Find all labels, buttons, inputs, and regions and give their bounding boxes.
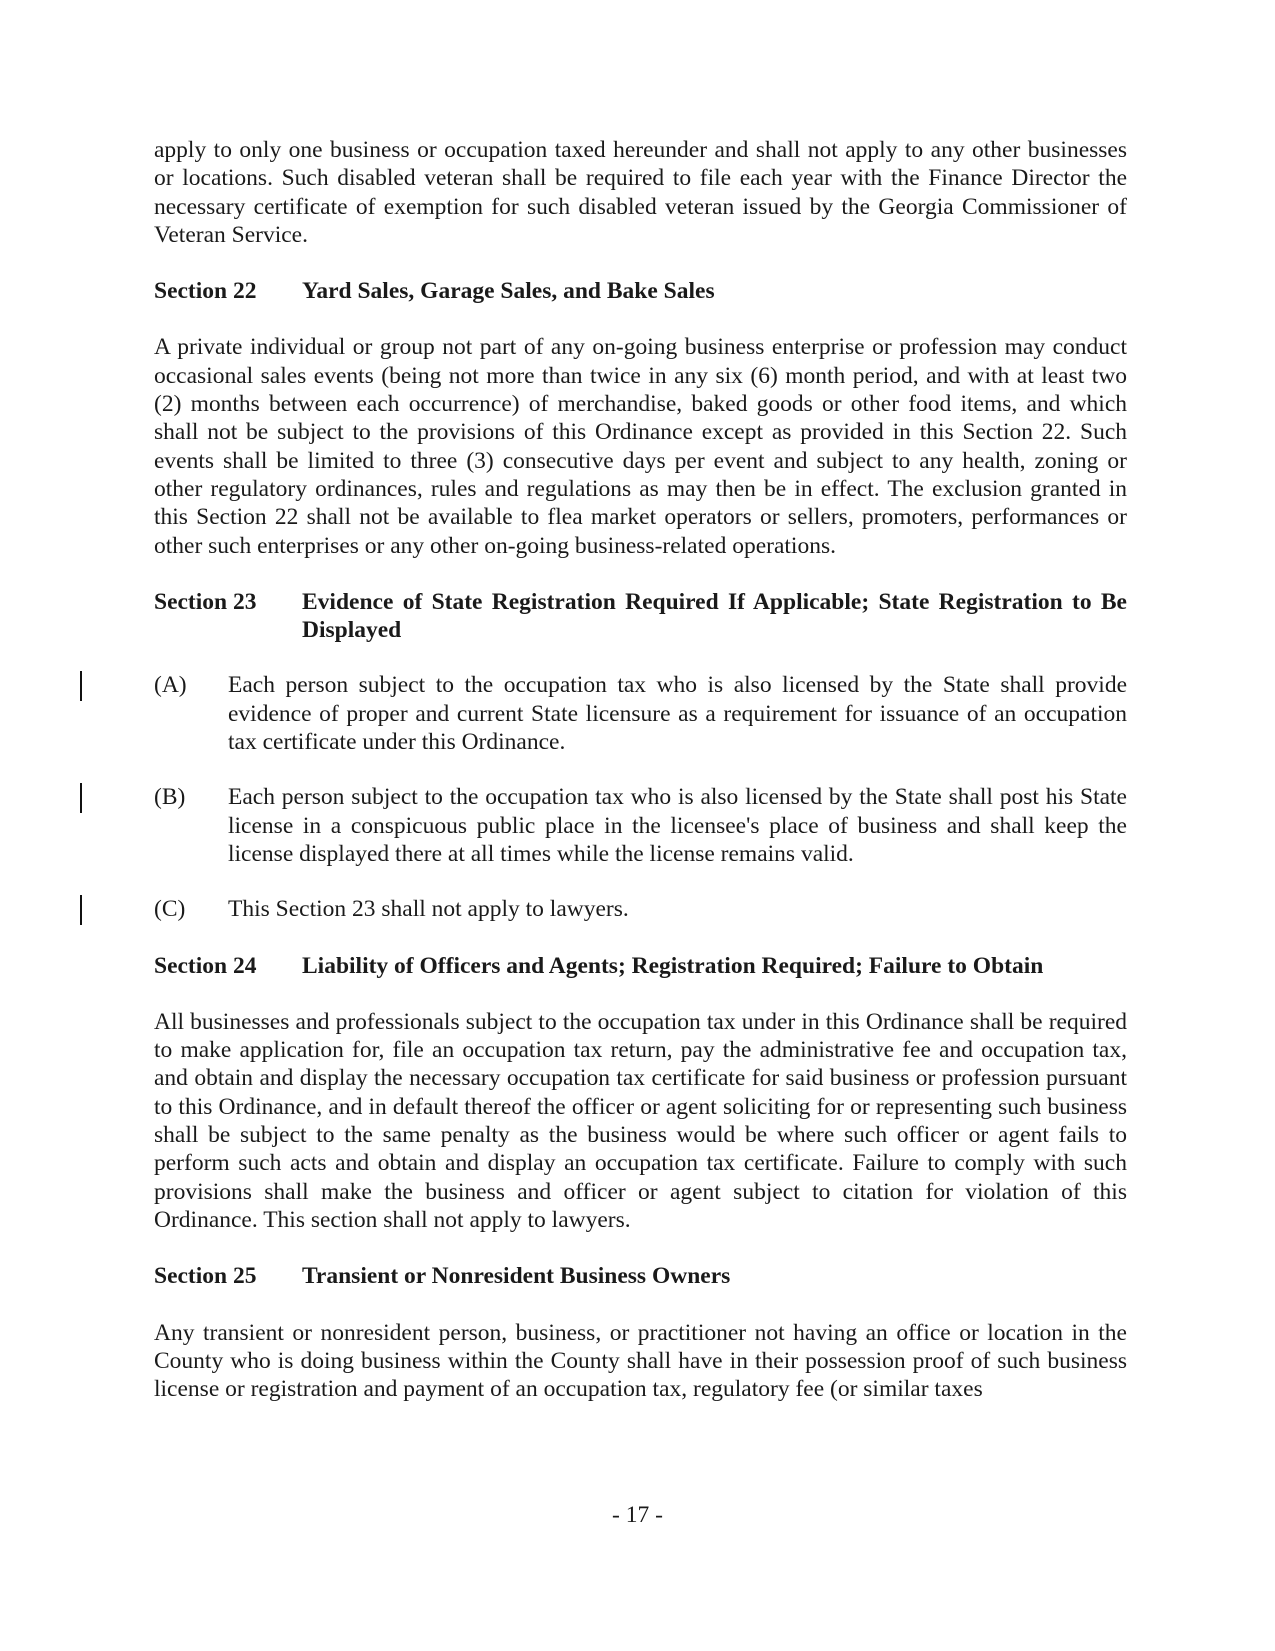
section-24-body: All businesses and professionals subject to the occupation tax under in this Ordinance shall be required to make application for, file an occupation tax return, pay the administrative fee and occupation tax, and obtain and display the necessary occupation tax certificate for said business or profession pursuant to this Ordinance, and in default thereof the officer or agent soliciting for or representing such business shall be subject to the same penalty as the business would be where such officer or agent fails to perform such acts and obtain and display an occupation tax certificate. Failure to comply with such provisions shall make the business and officer or agent subject to citation for violation of this Ordinance. This section shall not apply to lawyers.	[154, 1008, 1127, 1233]
section-25-number: Section 25	[154, 1263, 257, 1290]
section-23-item-a	[154, 671, 1127, 756]
section-23-item-b	[154, 783, 1127, 868]
section-22-body: A private individual or group not part of any on-going business enterprise or profession may conduct occasional sales events (being not more than twice in any six (6) month period, and with at least two (2) months between each occurrence) of merchandise, baked goods or other food items, and which shall not be subject to the provisions of this Ordinance except as provided in this Section 22. Such events shall be limited to three (3) consecutive days per event and subject to any health, zoning or other regulatory ordinances, rules and regulations as may then be in effect. The exclusion granted in this Section 22 shall not be available to flea market operators or sellers, promoters, performances or other such enterprises or any other on-going business-related operations.	[154, 334, 1127, 559]
revision-bar	[80, 783, 82, 813]
item-text: This Section 23 shall not apply to lawyers.	[228, 896, 629, 923]
item-text: Each person subject to the occupation tax who is also licensed by the State shall provide evidence of proper and current State licensure as a requirement for issuance of an occupation tax certificate under this Ordinance.	[228, 672, 1127, 756]
section-25-heading	[154, 1262, 1127, 1290]
section-24-heading	[154, 952, 1127, 980]
section-25-body: Any transient or nonresident person, business, or practitioner not having an office or location in the County who is doing business within the County shall have in their possession proof of such business license or registration and payment of an occupation tax, regulatory fee (or similar taxes	[154, 1319, 1127, 1403]
section-24-number: Section 24	[154, 952, 257, 979]
section-22-number: Section 22	[154, 278, 257, 305]
revision-bar	[80, 671, 82, 701]
section-23-heading	[154, 588, 1127, 645]
section-23-number: Section 23	[154, 588, 257, 615]
document-page	[154, 136, 1127, 1403]
item-text: Each person subject to the occupation tax who is also licensed by the State shall post his State license in a conspicuous public place in the licensee's place of business and shall keep the license displayed there at all times while the license remains valid.	[228, 784, 1127, 867]
section-25-title: Transient or Nonresident Business Owners	[302, 1263, 731, 1290]
item-label: (B)	[154, 784, 186, 811]
opening-paragraph: apply to only one business or occupation taxed hereunder and shall not apply to any other businesses or locations. Such disabled veteran shall be required to file each year with the Finance Director the necessary certificate of exemption for such disabled veteran issued by the Georgia Commissioner of Veteran Service.	[154, 137, 1127, 248]
section-23-item-c	[154, 895, 1127, 923]
item-label: (C)	[154, 896, 186, 923]
section-23-title: Evidence of State Registration Required If Applicable; State Registration to Be Displayed	[302, 588, 1127, 644]
section-22-title: Yard Sales, Garage Sales, and Bake Sales	[302, 278, 715, 305]
page-number: - 17 -	[612, 1502, 663, 1528]
revision-bar	[80, 895, 82, 925]
section-24-title: Liability of Officers and Agents; Registration Required; Failure to Obtain	[302, 952, 1044, 979]
section-22-heading	[154, 277, 1127, 305]
item-label: (A)	[154, 672, 187, 699]
